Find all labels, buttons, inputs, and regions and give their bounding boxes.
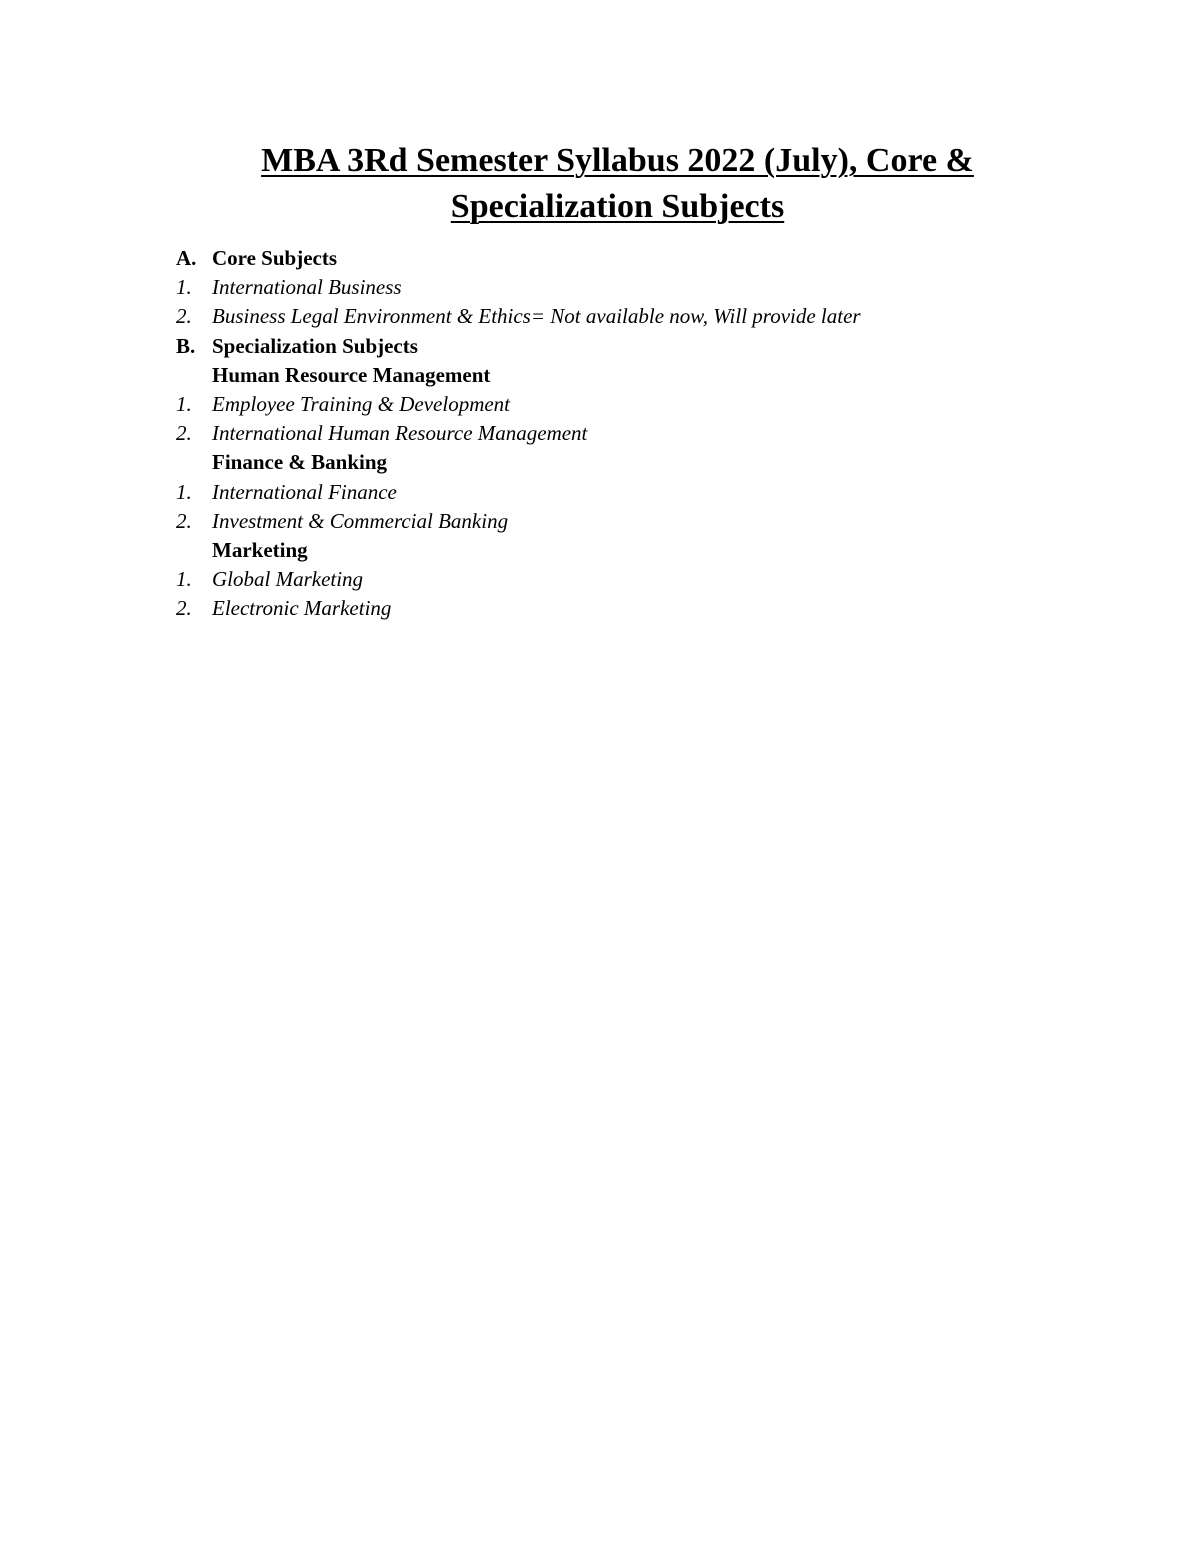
list-item	[176, 419, 1076, 448]
specialization-heading-finance	[176, 448, 1076, 477]
list-item	[176, 478, 1076, 507]
list-item-number: 1.	[176, 275, 192, 300]
list-item-number: 1.	[176, 479, 192, 504]
specialization-heading-hrm	[176, 361, 1076, 390]
specialization-name: Marketing	[212, 537, 308, 562]
list-item-number: 1.	[176, 567, 192, 592]
section-a-marker: A.	[176, 246, 197, 270]
list-item-number: 2.	[176, 596, 192, 621]
list-item-number: 2.	[176, 304, 192, 329]
list-item-number: 2.	[176, 421, 192, 446]
section-b-heading	[176, 332, 1076, 361]
list-item-text: Global Marketing	[212, 567, 364, 592]
list-item	[176, 507, 1076, 536]
list-item	[176, 302, 1076, 331]
specialization-name: Finance & Banking	[212, 450, 388, 475]
section-a-heading	[176, 244, 1076, 273]
list-item-text: Investment & Commercial Banking	[212, 508, 509, 533]
section-a-title: Core Subjects	[212, 246, 338, 270]
list-item-text: Business Legal Environment & Ethics= Not available now, Will provide later	[212, 304, 861, 329]
list-item-number: 2.	[176, 508, 192, 533]
section-b-marker: B.	[176, 333, 196, 358]
page-title-line-2: Specialization Subjects	[450, 188, 785, 225]
specialization-name: Human Resource Management	[212, 362, 491, 387]
section-b-title: Specialization Subjects	[212, 333, 418, 358]
list-item-text: Employee Training & Development	[212, 391, 511, 416]
list-item	[176, 390, 1076, 419]
list-item-text: International Finance	[212, 479, 397, 504]
page-title	[150, 138, 1085, 230]
syllabus-list	[176, 244, 1076, 623]
list-item	[176, 273, 1076, 302]
list-item	[176, 565, 1076, 594]
page-title-line-1: MBA 3Rd Semester Syllabus 2022 (July), Core &	[261, 142, 974, 179]
list-item-number: 1.	[176, 391, 192, 416]
list-item	[176, 594, 1076, 623]
list-item-text: Electronic Marketing	[212, 596, 392, 621]
list-item-text: International Business	[212, 275, 402, 300]
list-item-text: International Human Resource Management	[212, 421, 588, 446]
specialization-heading-marketing	[176, 536, 1076, 565]
